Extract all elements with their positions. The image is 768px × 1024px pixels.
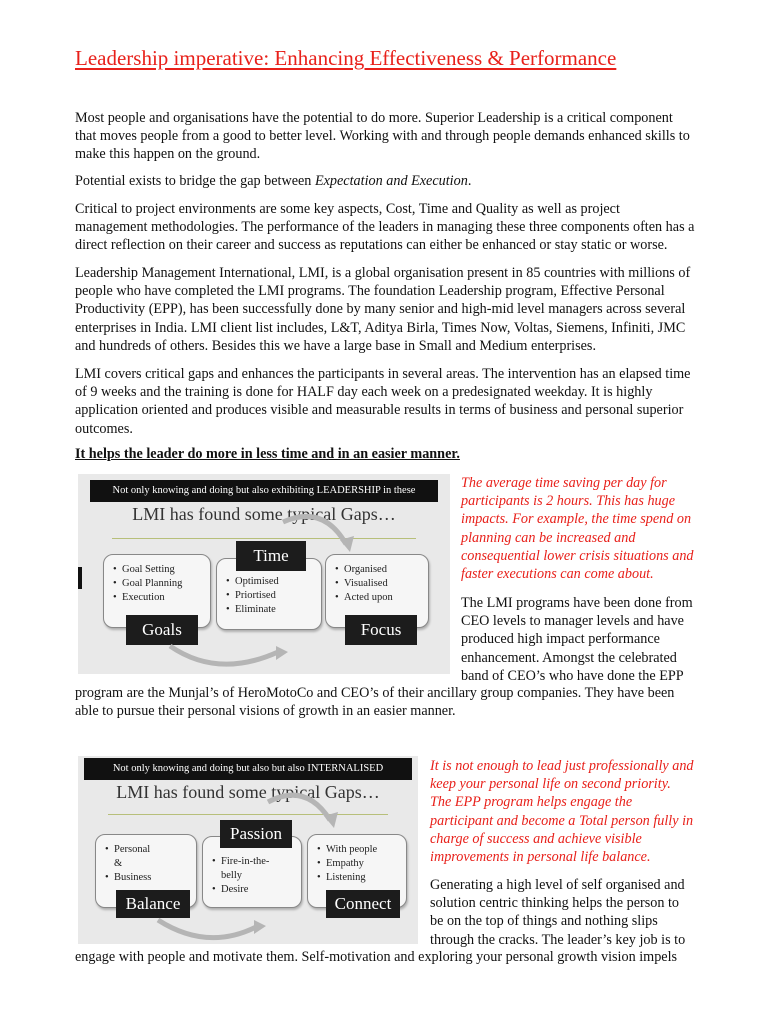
closing-paragraph: engage with people and motivate them. Self-motivation and exploring your personal growth vision impels bbox=[75, 949, 678, 965]
card-item: • Organised bbox=[344, 563, 422, 577]
gap-tag-balance: Balance bbox=[116, 890, 190, 918]
time-saving-quote: The average time saving per day for participants is 2 hours. This has huge impacts. For example, the time spend on planning can be increased and consequential lower crisis situations and faster executions can come about. bbox=[461, 475, 694, 583]
gap-emphasis: Expectation and Execution bbox=[314, 173, 468, 189]
munjal-paragraph: program are the Munjal’s of HeroMotoCo and CEO’s of their ancillary group companies. They have been able to pursue their personal visions of growth in an easier manner. bbox=[75, 685, 675, 720]
coverage-paragraph: LMI covers critical gaps and enhances the participants in several areas. The intervention has an elapsed time of 9 weeks and the training is done for HALF day each week on a predesignated weekday. It is highly application oriented and produces visible and measurable results in terms of business and personal superior outcomes. bbox=[75, 366, 691, 437]
card-item: • Business bbox=[114, 871, 190, 885]
slide-banner: Not only knowing and doing but also but also INTERNALISED bbox=[84, 758, 412, 780]
slide-heading: LMI has found some typical Gaps… bbox=[132, 504, 396, 524]
card-item: • Eliminate bbox=[235, 603, 315, 617]
card-item: • Execution bbox=[122, 591, 204, 605]
slide-figure-1 bbox=[78, 474, 450, 674]
lmi-paragraph: Leadership Management International, LMI, is a global organisation present in 85 countries with millions of people who have completed the LMI programs. The foundation Leadership program, Effective Personal Productivity (EPP), has been successfully done by many senior and high-mid level managers across several enterprises in India. LMI client list includes, L&T, Aditya Birla, Times Now, Voltas, Siemens, Infiniti, JMC and hundreds of others. Besides this we have a large base in Small and Medium enterprises. bbox=[75, 265, 691, 354]
callout-heading: It helps the leader do more in less time and in an easier manner. bbox=[75, 446, 460, 462]
card-item: • Listening bbox=[326, 871, 400, 885]
gap-tag-time: Time bbox=[236, 541, 306, 571]
card-item: • Desire bbox=[221, 883, 295, 897]
self-organised-paragraph: Generating a high level of self organised and solution centric thinking helps the person to be on the top of things and nothing slips through the cracks. The leader’s key job is to bbox=[430, 877, 686, 948]
slide-banner: Not only knowing and doing but also exhibiting LEADERSHIP in these bbox=[90, 480, 438, 502]
cycle-arrows-icon bbox=[78, 756, 418, 944]
card-item: • Priortised bbox=[235, 589, 315, 603]
slide-heading: LMI has found some typical Gaps… bbox=[116, 782, 380, 802]
gap-tag-goals: Goals bbox=[126, 615, 198, 645]
balance-quote: It is not enough to lead just professionally and keep your personal life on second priority. The EPP program helps engage the participant and become a Total person fully in charge of success and achieve visible improvements in personal life balance. bbox=[430, 758, 694, 866]
card-item: • With people bbox=[326, 843, 400, 857]
card-item: • Fire-in-the- bbox=[221, 855, 295, 869]
ceo-side-paragraph: The LMI programs have been done from CEO levels to manager levels and have produced high impact performance enhancement. Amongst the celebrated band of CEO’s who have done the EPP bbox=[461, 595, 693, 684]
document-title: Leadership imperative: Enhancing Effectiveness & Performance bbox=[75, 46, 617, 70]
gap-text: Potential exists to bridge the gap between bbox=[75, 173, 315, 189]
project-paragraph: Critical to project environments are some key aspects, Cost, Time and Quality as well as project management methodologies. The performance of the leaders in managing these three components often has a direct reflection on their career and success as reputations can either be enhanced or stay static or worse. bbox=[75, 201, 695, 254]
gap-suffix: . bbox=[467, 173, 472, 189]
card-item: • Empathy bbox=[326, 857, 400, 871]
card-item: • Optimised bbox=[235, 575, 315, 589]
card-item: • Goal Planning bbox=[122, 577, 204, 591]
gap-tag-passion: Passion bbox=[220, 820, 292, 848]
card-item: • Personal bbox=[114, 843, 190, 857]
cycle-arrows-icon bbox=[78, 474, 450, 674]
card-item: • Acted upon bbox=[344, 591, 422, 605]
card-item: & bbox=[114, 858, 123, 869]
gap-tag-connect: Connect bbox=[326, 890, 400, 918]
card-item: belly bbox=[221, 870, 242, 881]
gap-tag-focus: Focus bbox=[345, 615, 417, 645]
card-item: • Visualised bbox=[344, 577, 422, 591]
intro-paragraph: Most people and organisations have the potential to do more. Superior Leadership is a critical component that moves people from a good to better level. Working with and through people demands enhanced skills to make this happen on the ground. bbox=[75, 110, 690, 163]
slide-figure-2 bbox=[78, 756, 418, 944]
card-item: • Goal Setting bbox=[122, 563, 204, 577]
gap-paragraph bbox=[75, 172, 695, 190]
